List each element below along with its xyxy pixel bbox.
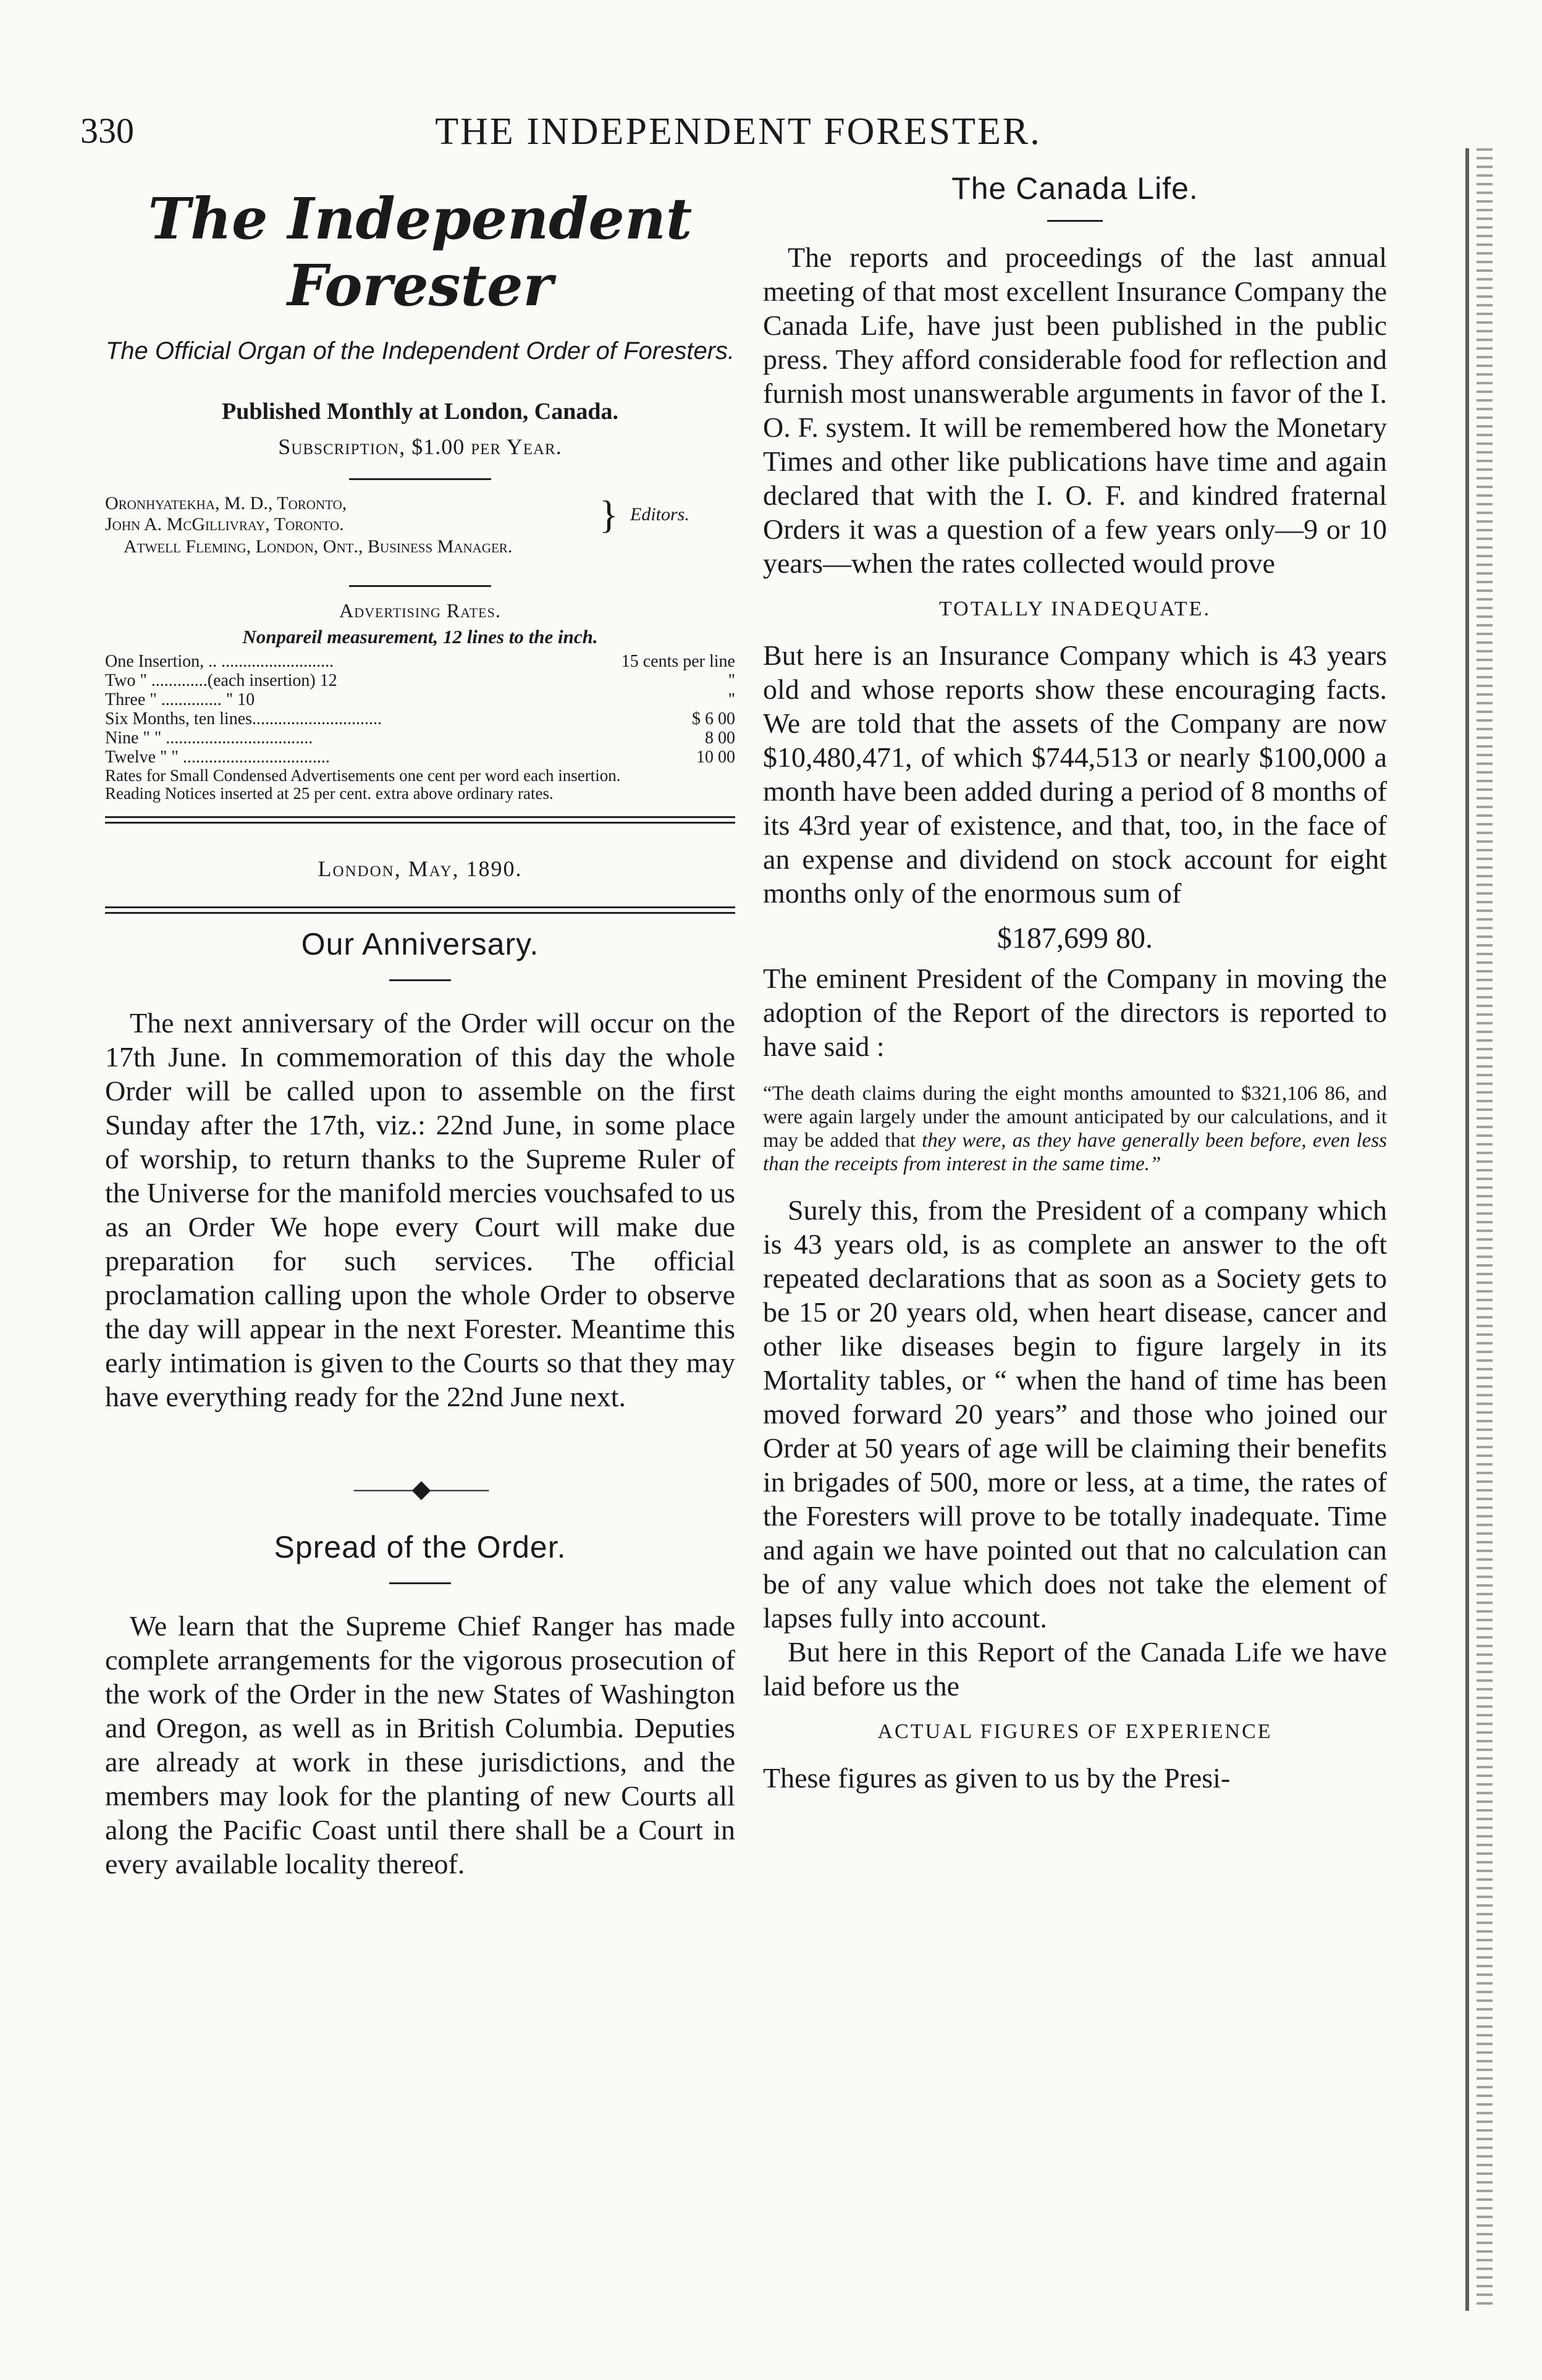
president-quote [763, 1082, 1387, 1176]
double-rule [105, 906, 735, 914]
brace-glyph: } [599, 492, 618, 536]
double-rule [105, 816, 735, 824]
canada-life-para-4: Surely this, from the President of a company which is 43 years old, is as complete an answer to the oft repeated declarations that as soon as a Society gets to be 15 or 20 years old, when heart disease, cancer and other like diseases begin to figure largely in its Mortality tables, or “ when the hand of time has been moved forward 20 years” and those who joined our Order at 50 years of age will be claiming their benefits in brigades of 500, more or less, at a time, the rates of the Foresters will prove to be totally inadequate. Time and again we have pointed out that no calculation can be of any value which does not take the element of lapses fully into account. [763, 1194, 1387, 1634]
editor-line-2: John A. McGillivray, Toronto. [105, 514, 344, 534]
anniversary-title: Our Anniversary. [301, 927, 539, 961]
rate-row: Nine " " .................................. 8 00 [105, 728, 735, 748]
anniversary-text: The next anniversary of the Order will occur on the 17th June. In commemoration of this day the whole Order will be called upon to assemble on the first Sunday after the 17th, viz.: 22nd June, in some place of worship, to return thanks to the Supreme Ruler of the Universe for the manifold mercies vouchsafed to us as an Order We hope every Court will make due preparation for such services. The official proclamation calling upon the whole Order to observe the day will appear in the next Forester. Meantime this early intimation is given to the Courts so that they may have everything ready for the 22nd June next. [105, 1007, 735, 1412]
running-title: THE INDEPENDENT FORESTER. [435, 111, 1042, 153]
dateline: London, May, 1890. [318, 856, 523, 881]
masthead-organ: The Official Organ of the Independent Order of Foresters. [105, 337, 735, 365]
divider [349, 478, 491, 480]
rate-row: Six Months, ten lines.............................. $ 6 00 [105, 709, 735, 728]
rate-row: One Insertion, .. .......................... 15 cents per line [105, 652, 735, 671]
rate-list [105, 652, 735, 803]
binding-edge-texture [1477, 148, 1493, 2311]
rate-note: Rates for Small Condensed Advertisements one cent per word each insertion. [105, 766, 621, 785]
ornament-divider: ⸻◆⸻ [352, 1475, 488, 1503]
quote-italic-text: they were, as they have generally been before, even less than the receipts from interest in the same time.” [763, 1129, 1388, 1175]
subhead-totally-inadequate: TOTALLY INADEQUATE. [939, 597, 1211, 620]
rate-row: Twelve " " .................................. 10 00 [105, 748, 735, 767]
editors-label: Editors. [630, 504, 689, 525]
left-column [105, 173, 735, 1881]
right-column [763, 167, 1387, 1795]
rate-note: Reading Notices inserted at 25 per cent. extra above ordinary rates. [105, 784, 554, 803]
rate-row: Three " .............. " 10 " [105, 690, 735, 709]
canada-life-para-2: But here is an Insurance Company which is 43 years old and whose reports show these encouraging facts. We are told that the assets of the Company are now $10,480,471, of which $744,513 or nearly $100,000 a month have been added during a period of 8 months of its 43rd year of existence, and that, too, in the face of an expense and dividend on stock account for eight months only of the enormous sum of [763, 639, 1387, 909]
canada-life-para-6: These figures as given to us by the Presi- [763, 1762, 1231, 1794]
editor-line-1: Oronhyatekha, M. D., Toronto, [105, 493, 347, 513]
spread-title: Spread of the Order. [274, 1530, 567, 1564]
rate-row: Two " .............(each insertion) 12 " [105, 671, 735, 690]
canada-life-title: The Canada Life. [951, 171, 1199, 206]
editors-block [105, 492, 735, 567]
divider [389, 979, 451, 981]
quote-text: “The death claims during the eight months amounted to $321,106 86, and were again largely under the amount anticipated by our calculations, and it may be added that [763, 1082, 1387, 1152]
canada-life-para-5: But here in this Report of the Canada Life we have laid before us the [763, 1636, 1387, 1702]
amount-figure: $187,699 80. [997, 922, 1153, 955]
business-manager-line: Atwell Fleming, London, Ont., Business Manager. [124, 536, 513, 557]
canada-life-para-3: The eminent President of the Company in moving the adoption of the Report of the directors is reported to have said : [763, 963, 1387, 1062]
subhead-actual-figures: ACTUAL FIGURES OF EXPERIENCE [877, 1720, 1273, 1743]
masthead-title: The Independent Forester [148, 185, 693, 319]
page-number: 330 [80, 111, 134, 151]
divider [389, 1582, 451, 1584]
subscription-price: Subscription, $1.00 per Year. [278, 434, 562, 459]
running-header [80, 110, 1396, 159]
spread-text: We learn that the Supreme Chief Ranger has made complete arrangements for the vigorous prosecution of the work of the Order in the new States of Washington and Oregon, as well as in British Columbia. Deputies are already at work in these jurisdictions, and the members may look for the planting of new Courts all along the Pacific Coast until there shall be a Court in every available locality thereof. [105, 1610, 735, 1880]
divider [349, 585, 491, 587]
publication-note: Published Monthly at London, Canada. [222, 399, 618, 424]
canada-life-para-1: The reports and proceedings of the last annual meeting of that most excellent Insurance Company the Canada Life, have just been published in the public press. They afford considerable food for reflection and furnish most unanswerable arguments in favor of the I. O. F. system. It will be remembered how the Monetary Times and other like publications have time and again declared that with the I. O. F. and kindred fraternal Orders it was a question of a few years only—9 or 10 years—when the rates collected would prove [763, 242, 1387, 579]
divider [1047, 220, 1103, 222]
advertising-heading: Advertising Rates. [339, 599, 501, 622]
advertising-measurement: Nonpareil measurement, 12 lines to the inch. [242, 626, 598, 648]
